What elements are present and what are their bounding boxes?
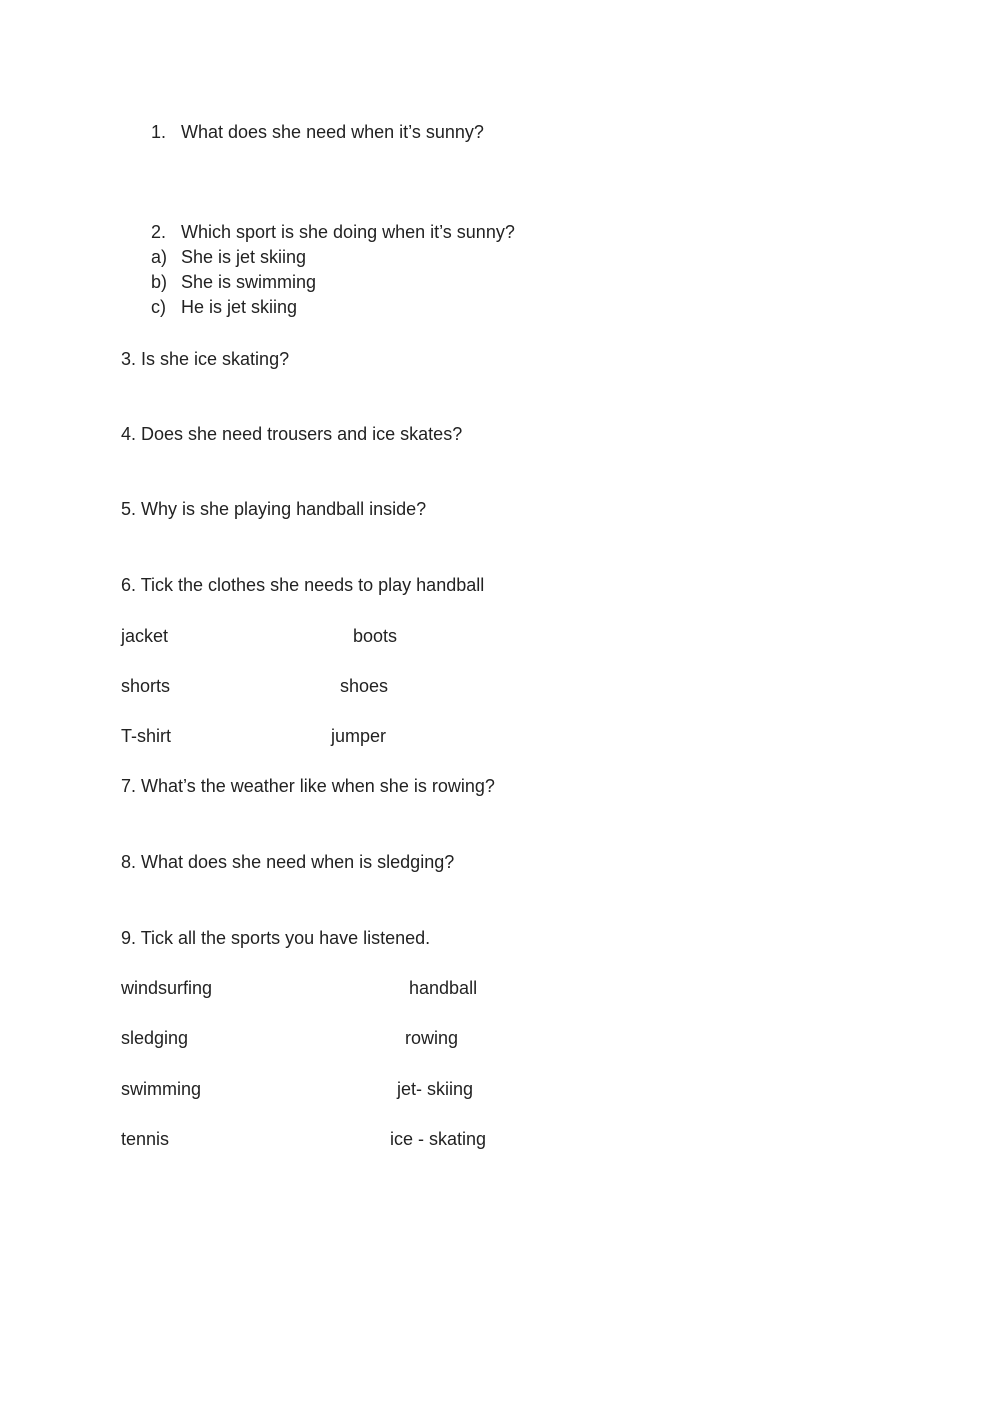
option-letter: c) (151, 297, 166, 317)
clothes-item-shorts: shorts (121, 676, 171, 696)
sport-item-tennis: tennis (121, 1129, 170, 1149)
sport-item-swimming: swimming (121, 1079, 202, 1099)
sport-item-handball: handball (409, 978, 478, 998)
option-letter: b) (151, 272, 168, 292)
question-1 (151, 121, 484, 143)
question-2-option-c (151, 296, 297, 318)
clothes-item-jumper: jumper (331, 726, 387, 746)
question-9: 9. Tick all the sports you have listened. (121, 928, 431, 948)
clothes-item-boots: boots (353, 626, 398, 646)
sport-item-rowing: rowing (405, 1028, 459, 1048)
question-2-text: Which sport is she doing when it’s sunny? (181, 222, 515, 242)
question-1-text: What does she need when it’s sunny? (181, 122, 484, 142)
question-7: 7. What’s the weather like when she is rowing? (121, 776, 495, 796)
question-2-option-b (151, 271, 316, 293)
question-6: 6. Tick the clothes she needs to play handball (121, 575, 485, 595)
option-letter: a) (151, 247, 168, 267)
sport-item-jet-skiing: jet- skiing (397, 1079, 474, 1099)
sport-item-sledging: sledging (121, 1028, 189, 1048)
question-5: 5. Why is she playing handball inside? (121, 499, 427, 519)
question-8: 8. What does she need when is sledging? (121, 852, 455, 872)
sport-item-ice-skating: ice - skating (390, 1129, 487, 1149)
clothes-item-jacket: jacket (121, 626, 169, 646)
sport-item-windsurfing: windsurfing (121, 978, 213, 998)
question-3: 3. Is she ice skating? (121, 349, 290, 369)
question-2-option-a (151, 246, 306, 268)
option-text: He is jet skiing (181, 297, 298, 317)
option-text: She is jet skiing (181, 247, 307, 267)
question-2 (151, 221, 515, 243)
option-text: She is swimming (181, 272, 317, 292)
question-2-number: 2. (151, 222, 167, 242)
clothes-item-shoes: shoes (340, 676, 389, 696)
question-4: 4. Does she need trousers and ice skates? (121, 424, 463, 444)
question-1-number: 1. (151, 122, 167, 142)
clothes-item-tshirt: T-shirt (121, 726, 172, 746)
